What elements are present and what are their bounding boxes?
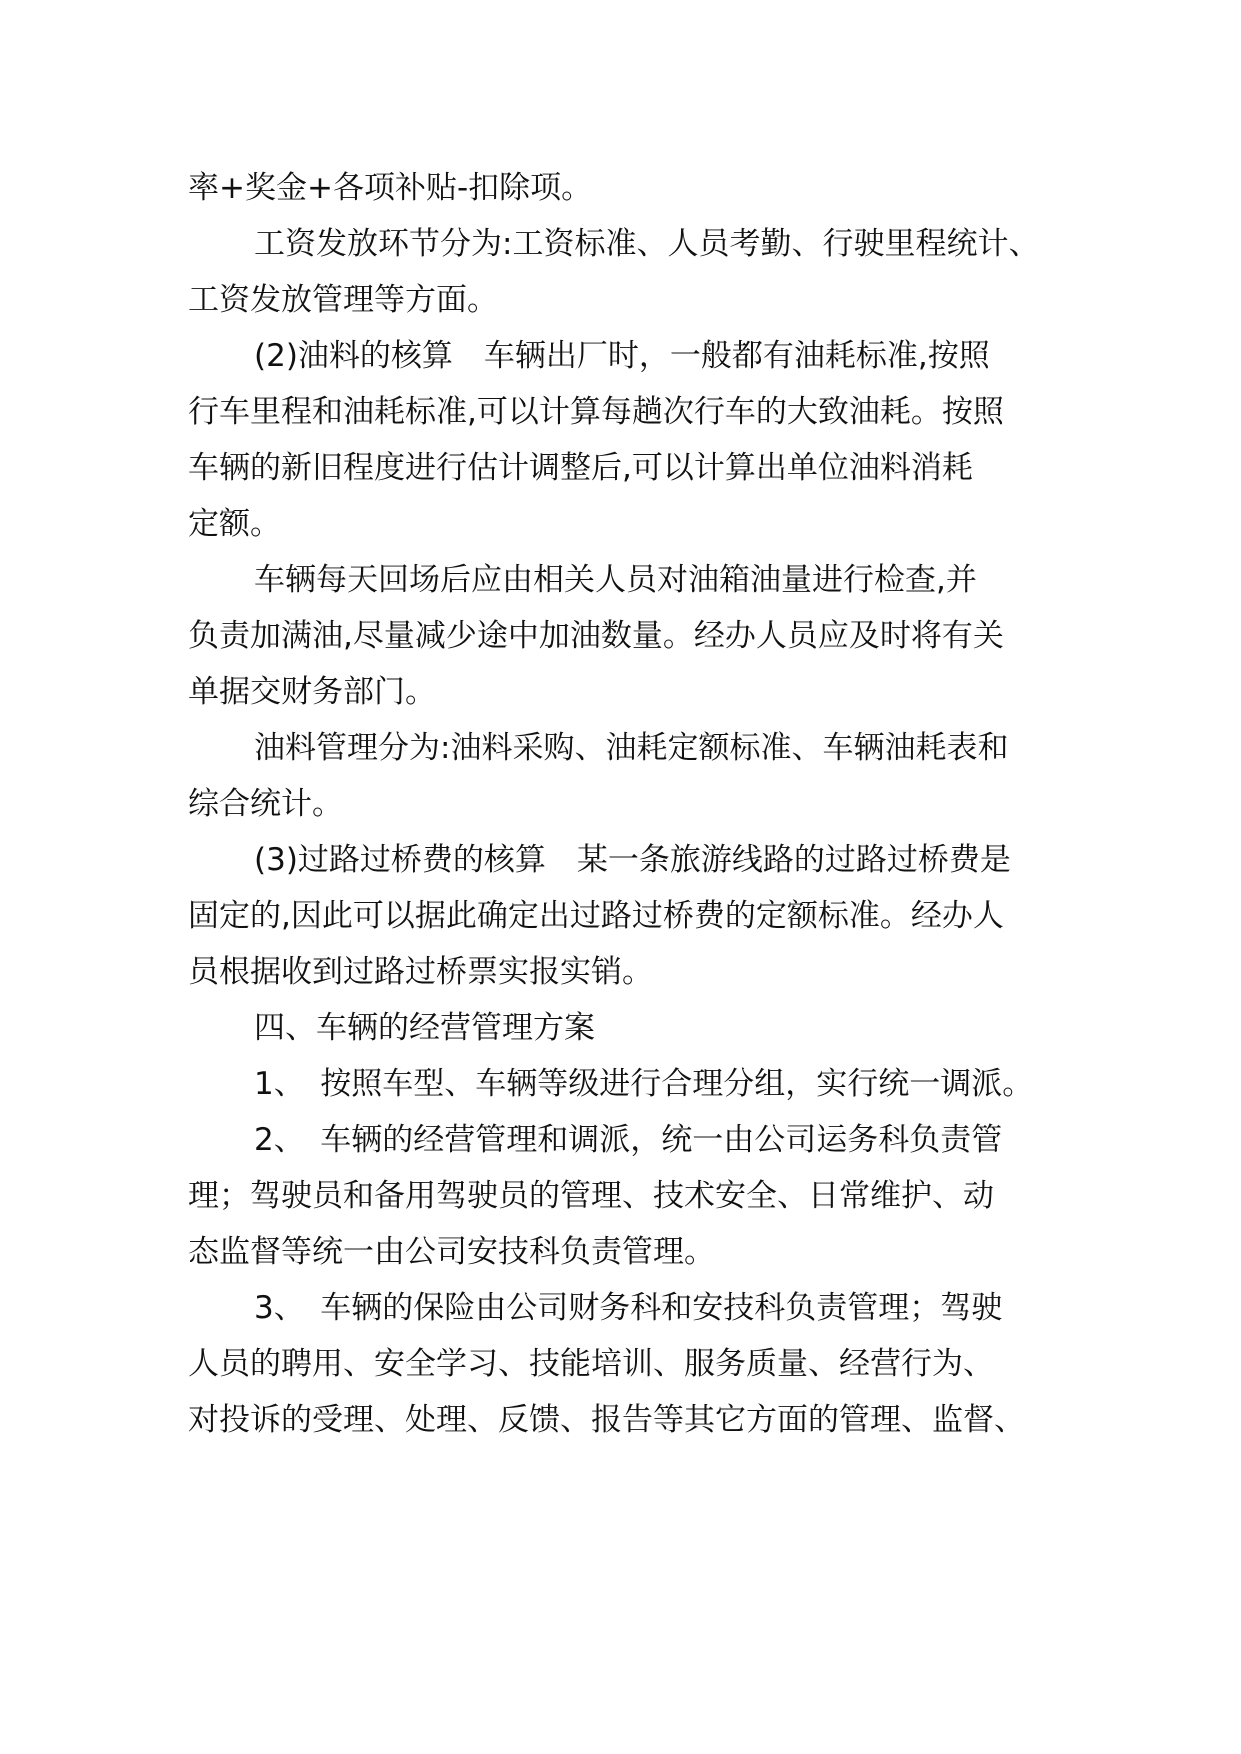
text-line-23: 对投诉的受理、处理、反馈、报告等其它方面的管理、监督、 bbox=[188, 1402, 1025, 1438]
text-line-18: 2、 车辆的经营管理和调派，统一由公司运务科负责管 bbox=[254, 1122, 1003, 1158]
text-line-1: 率+奖金+各项补贴-扣除项。 bbox=[188, 170, 593, 206]
text-line-14: 固定的,因此可以据此确定出过路过桥费的定额标准。经办人 bbox=[188, 898, 1004, 934]
text-line-11: 油料管理分为:油料采购、油耗定额标准、车辆油耗表和 bbox=[254, 730, 1009, 766]
text-line-6: 车辆的新旧程度进行估计调整后,可以计算出单位油料消耗 bbox=[188, 450, 973, 486]
text-line-5: 行车里程和油耗标准,可以计算每趟次行车的大致油耗。按照 bbox=[188, 394, 1004, 430]
text-line-17: 1、 按照车型、车辆等级进行合理分组，实行统一调派。 bbox=[254, 1066, 1034, 1102]
text-line-10: 单据交财务部门。 bbox=[188, 674, 436, 710]
text-line-13: (3)过路过桥费的核算 某一条旅游线路的过路过桥费是 bbox=[254, 842, 1011, 878]
text-line-15: 员根据收到过路过桥票实报实销。 bbox=[188, 954, 653, 990]
text-line-16: 四、车辆的经营管理方案 bbox=[254, 1010, 595, 1046]
text-line-12: 综合统计。 bbox=[188, 786, 343, 822]
text-line-7: 定额。 bbox=[188, 506, 281, 542]
text-line-4: (2)油料的核算 车辆出厂时，一般都有油耗标准,按照 bbox=[254, 338, 990, 374]
text-line-3: 工资发放管理等方面。 bbox=[188, 282, 498, 318]
text-line-21: 3、 车辆的保险由公司财务科和安技科负责管理；驾驶 bbox=[254, 1290, 1003, 1326]
text-line-8: 车辆每天回场后应由相关人员对油箱油量进行检查,并 bbox=[254, 562, 977, 598]
text-line-20: 态监督等统一由公司安技科负责管理。 bbox=[188, 1234, 715, 1270]
document-body bbox=[188, 160, 1068, 1448]
text-line-19: 理；驾驶员和备用驾驶员的管理、技术安全、日常维护、动 bbox=[188, 1178, 994, 1214]
text-line-22: 人员的聘用、安全学习、技能培训、服务质量、经营行为、 bbox=[188, 1346, 994, 1382]
text-line-9: 负责加满油,尽量减少途中加油数量。经办人员应及时将有关 bbox=[188, 618, 1004, 654]
text-line-2: 工资发放环节分为:工资标准、人员考勤、行驶里程统计、 bbox=[254, 226, 1040, 262]
